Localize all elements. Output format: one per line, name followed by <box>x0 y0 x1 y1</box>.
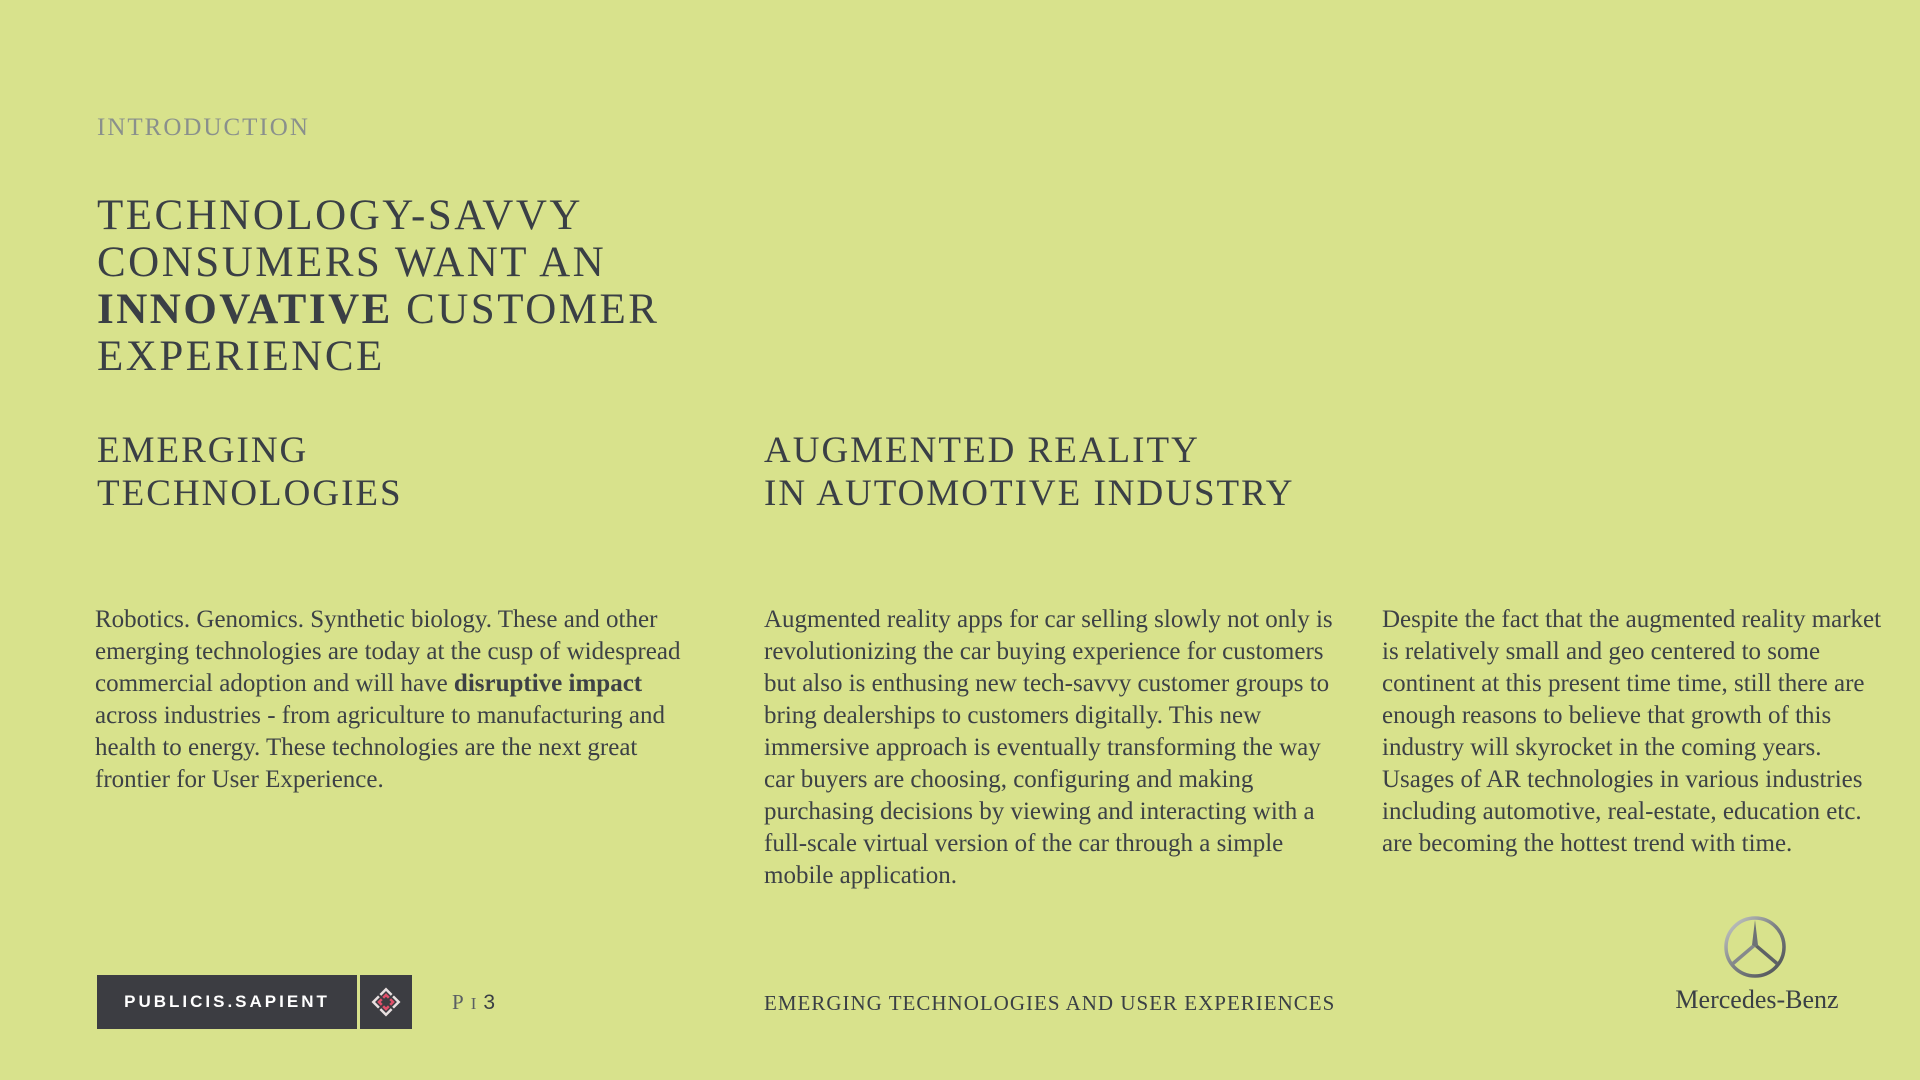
headline-line-4: EXPERIENCE <box>97 333 385 380</box>
headline-line-3: CUSTOMER <box>392 286 660 333</box>
title-line: IN AUTOMOTIVE INDUSTRY <box>764 473 1295 514</box>
footer-document-title: EMERGING TECHNOLOGIES AND USER EXPERIENCES <box>764 991 1336 1015</box>
headline-emphasis: INNOVATIVE <box>97 286 393 333</box>
brand-name: PUBLICIS.SAPIENT <box>124 992 330 1011</box>
ar-automotive-paragraph: Augmented reality apps for car selling slowly not only is revolutionizing the car buying experience for customers but also is enthusing new tech-savvy customer groups to bring dealerships to customers digitally. This new immersive approach is eventually transforming the way car buyers are choosing, configuring and making purchasing decisions by viewing and interacting with a full-scale virtual version of the car through a simple mobile application. <box>764 606 1333 889</box>
ar-market-paragraph: Despite the fact that the augmented reality market is relatively small and geo centered to some continent at this present time time, still there are enough reasons to believe that growth of this industry will skyrocket in the coming years. Usages of AR technologies in various industries including automotive, real-estate, education etc. are becoming the hottest trend with time. <box>1382 606 1882 857</box>
section-label: INTRODUCTION <box>97 114 310 141</box>
publicis-sapient-logo <box>97 975 357 1029</box>
title-line: EMERGING <box>97 430 309 471</box>
headline <box>97 192 797 380</box>
paragraph-emphasis: disruptive impact <box>453 670 643 697</box>
page-number-value: 3 <box>483 991 497 1014</box>
title-line: AUGMENTED REALITY <box>764 430 1200 471</box>
publicis-sapient-mark-icon <box>360 975 412 1029</box>
headline-line-1: TECHNOLOGY-SAVVY <box>97 192 583 239</box>
mercedes-benz-wordmark: Mercedes-Benz <box>1675 985 1839 1014</box>
title-line: TECHNOLOGIES <box>97 473 403 514</box>
paragraph-text: across industries - from agriculture to manufacturing and health to energy. These technologies are the next great frontier for User Experience. <box>95 702 665 793</box>
augmented-reality-title <box>764 429 1294 515</box>
mercedes-star-icon <box>1723 915 1787 979</box>
paragraph-text: Robotics. Genomics. Synthetic biology. These and other emerging technologies are today at the cusp of widespread commercial adoption and will have <box>95 606 681 697</box>
emerging-technologies-paragraph <box>95 604 685 796</box>
headline-line-2: CONSUMERS WANT AN <box>97 239 607 286</box>
page-number <box>452 990 496 1015</box>
page-separator: I <box>470 994 478 1013</box>
page-prefix: P <box>452 990 465 1014</box>
emerging-technologies-title <box>97 429 403 515</box>
